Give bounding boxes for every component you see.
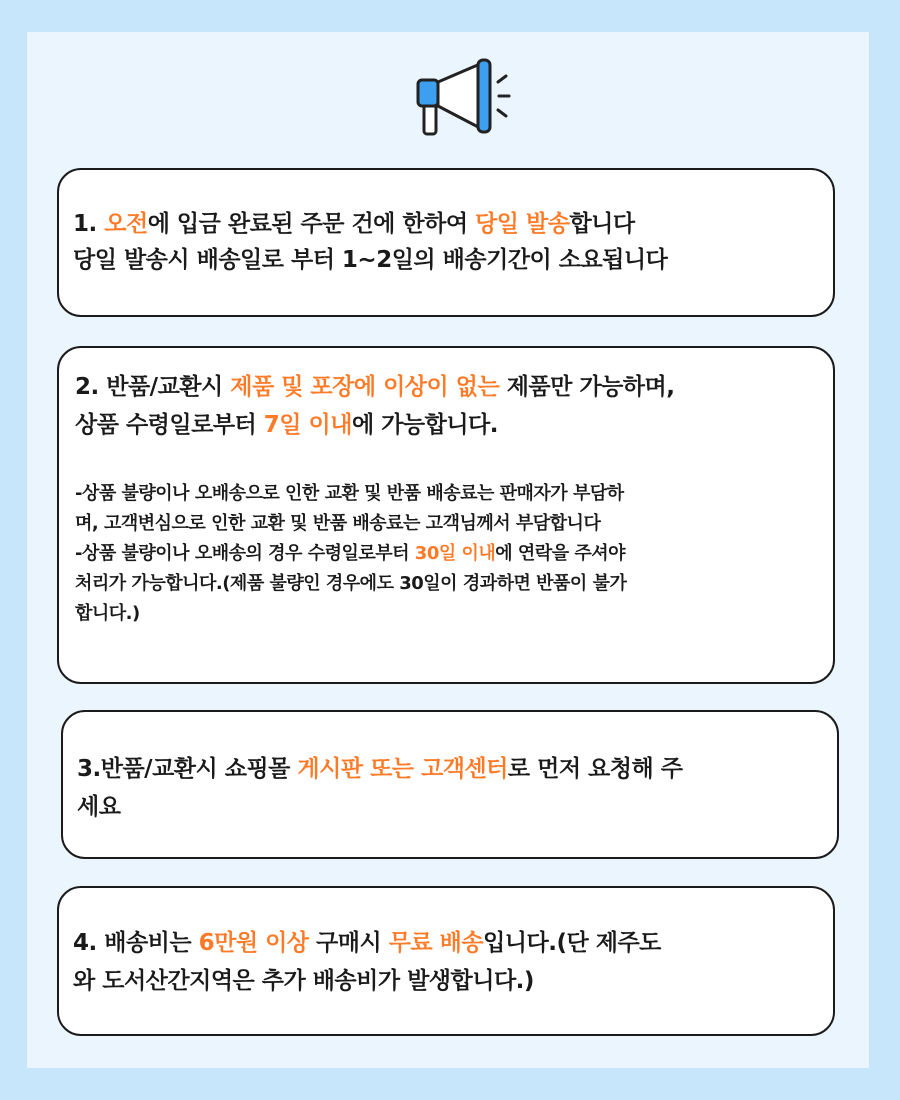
highlight-morning: 오전 [104, 211, 148, 237]
notice-2-line-2: 상품 수령일로부터 7일 이내에 가능합니다. [75, 412, 498, 438]
notice-3-line-1: 3.반품/교환시 쇼핑몰 게시판 또는 고객센터로 먼저 요청해 주 [77, 756, 683, 782]
notice-2-detail-5: 합니다.) [75, 603, 140, 624]
megaphone-icon [412, 56, 516, 140]
highlight-7-days: 7일 이내 [263, 412, 352, 438]
notice-2-line-1: 2. 반품/교환시 제품 및 포장에 이상이 없는 제품만 가능하며, [75, 374, 675, 400]
notice-4-line-1: 4. 배송비는 6만원 이상 구매시 무료 배송입니다.(단 제주도 [73, 930, 661, 956]
notice-1-line-2: 당일 발송시 배송일로 부터 1~2일의 배송기간이 소요됩니다 [73, 247, 668, 273]
notice-3-line-2: 세요 [77, 794, 121, 820]
notice-box-2 [57, 346, 835, 684]
highlight-no-damage: 제품 및 포장에 이상이 없는 [230, 374, 500, 400]
highlight-30-days: 30일 이내 [414, 543, 496, 564]
notice-2-detail-3: -상품 불량이나 오배송의 경우 수령일로부터 30일 이내에 연락을 주셔야 [75, 543, 626, 564]
notice-4-line-2: 와 도서산간지역은 추가 배송비가 발생합니다.) [73, 968, 534, 994]
notice-box-4 [57, 886, 835, 1036]
notice-box-3 [61, 710, 839, 859]
notice-1-line-1: 1. 오전에 입금 완료된 주문 건에 한하여 당일 발송합니다 [73, 211, 635, 237]
notice-2-detail-2: 며, 고객변심으로 인한 교환 및 반품 배송료는 고객님께서 부담합니다 [75, 513, 601, 534]
highlight-board-or-service-center: 게시판 또는 고객센터 [297, 756, 508, 782]
notice-box-1 [57, 168, 835, 317]
notice-2-detail-1: -상품 불량이나 오배송으로 인한 교환 및 반품 배송료는 판매자가 부담하 [75, 483, 624, 504]
highlight-same-day-shipping: 당일 발송 [475, 211, 570, 237]
highlight-free-shipping: 무료 배송 [388, 930, 484, 956]
highlight-60000-won: 6만원 이상 [198, 930, 309, 956]
notice-2-detail-4: 처리가 가능합니다.(제품 불량인 경우에도 30일이 경과하면 반품이 불가 [75, 573, 627, 594]
